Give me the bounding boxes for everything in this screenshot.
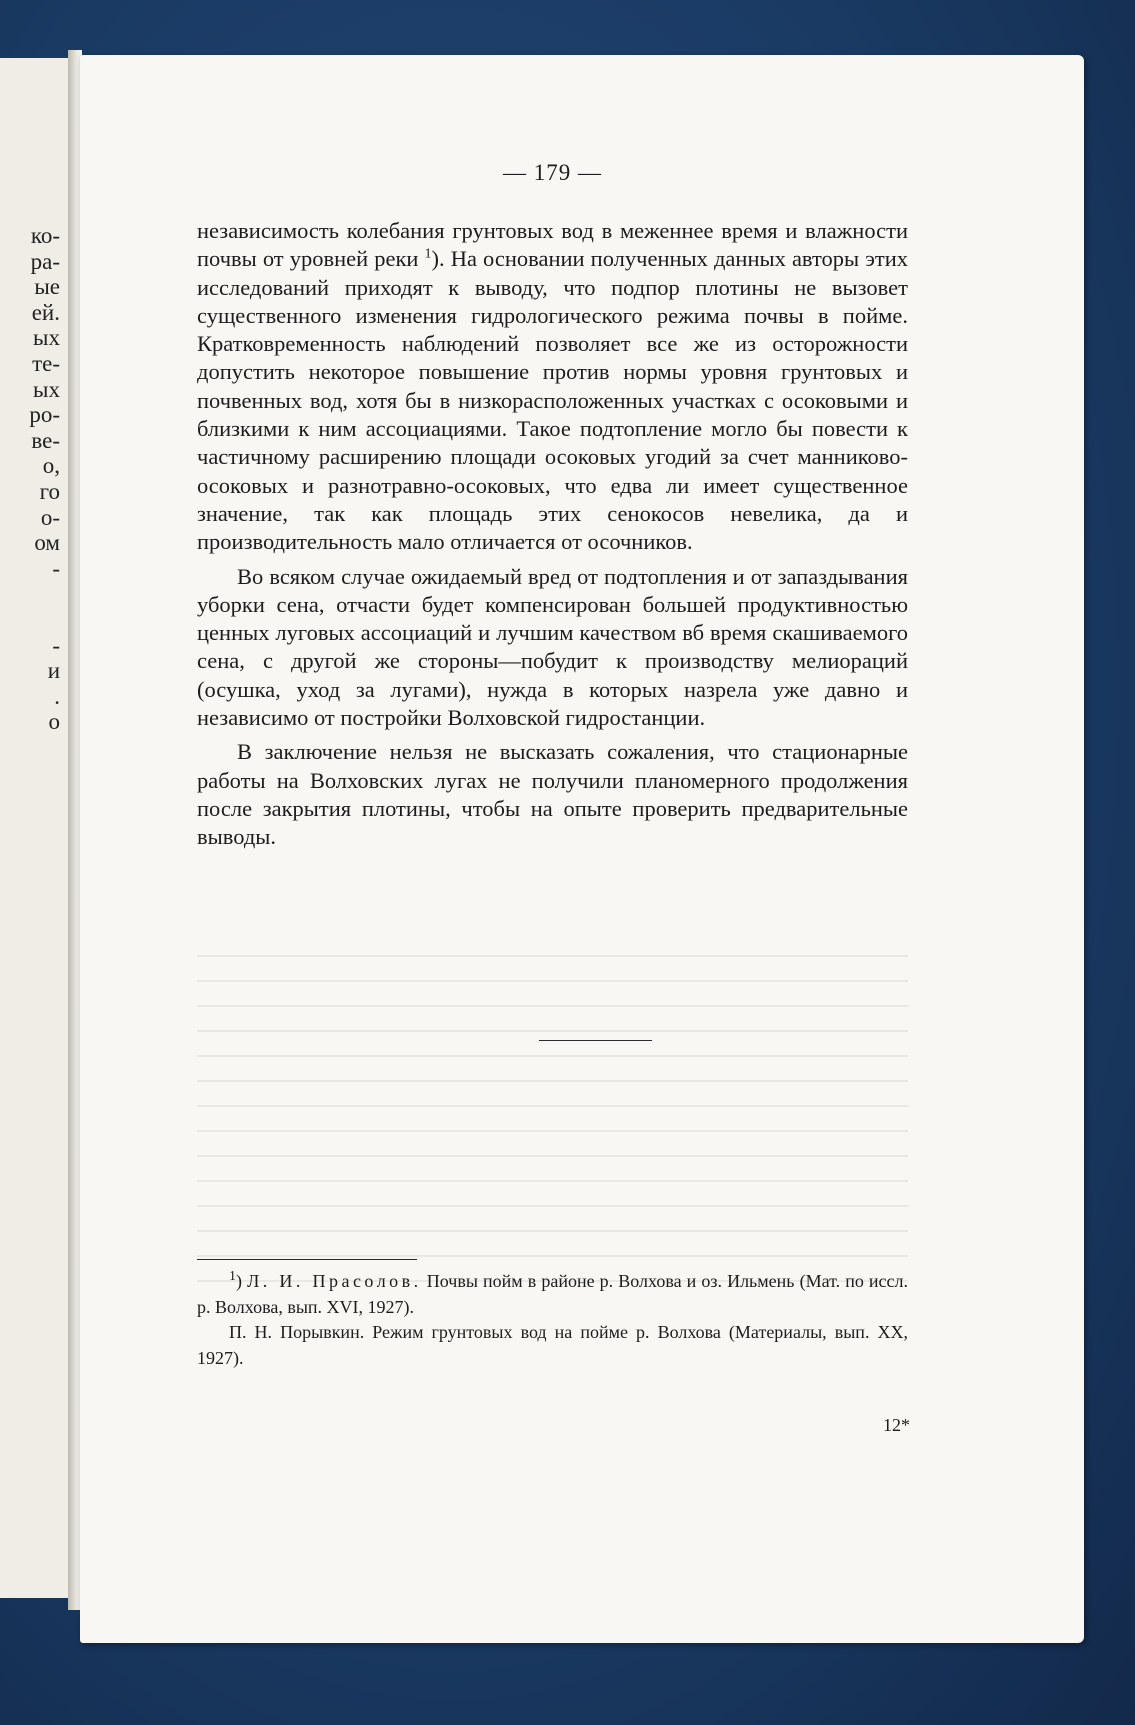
left-page-fragment: ом [34, 530, 60, 556]
footnote-1-author: Л. И. Прасолов. [247, 1271, 422, 1291]
signature-mark: 12* [883, 1415, 910, 1435]
left-page-fragment: ых [33, 376, 60, 402]
body-text [197, 217, 908, 852]
left-page-fragment: ро- [29, 402, 60, 428]
left-page-text-fragments [0, 223, 60, 735]
paragraph-1 [197, 217, 908, 557]
paragraph-1-text-after-note: ). На основании полученных данных авторы этих исследований приходят к выводу, что подпор плотины не вызовет существенного изменения гидрологического режима почвы в пойме. Кратковременность наблюдений позволяет все же из осторожности допустить некоторое повышение против нормы уровня грунтовых и почвенных вод, хотя бы в низкорасположенных участках с осоковыми и близкими к ним ассоциациями. Такое подтопление могло бы повести к частичному расширению площади осоковых угодий за счет манниково-осоковых и разнотравно-осоковых, что едва ли имеет существенное значение, так как площадь этих сенокосов невелика, да и производительность мало отличается от осочников. [197, 246, 909, 555]
left-page-fragment: ко- [30, 223, 60, 248]
left-page-fragment: - [52, 632, 60, 658]
left-page-fragment: ра- [30, 248, 60, 274]
left-page-fragment: ве- [31, 427, 60, 453]
footnote-2 [197, 1320, 908, 1371]
footnote-1: $^1$) Л. И. Прасолов. Почвы пойм в районе р. Волхова и оз. Ильмень (Мат. по иссл. р. Волхова, вып. XVI, 1927). [197, 1269, 908, 1317]
paragraph-2: Во всяком случае ожидаемый вред от подтопления и от запаздывания уборки сена, отчасти будет компенсирован большей продуктивностью ценных луговых ассоциаций и лучшим качеством вб время скашиваемого сена, с другой же стороны—побудит к производству мелиораций (осушка, уход за лугами), нужда в которых назрела уже давно и независимо от постройки Волховской гидростанции. [197, 563, 908, 731]
left-page-fragment [0, 581, 60, 607]
footnote-reference-1: 1 [424, 246, 432, 262]
page-number: — 179 — [503, 160, 602, 185]
left-page-fragment: ых [33, 325, 60, 351]
footnote-1-text: Почвы пойм в районе р. Волхова и оз. Ильмень (Мат. по иссл. р. Волхова, вып. XVI, 1927). [197, 1271, 908, 1317]
footnote-2-text: Режим грунтовых вод на пойме р. Волхова (Материалы, вып. XX, 1927). [197, 1322, 908, 1368]
footnote-2-author: П. Н. Порывкин. [229, 1322, 365, 1342]
left-page-fragment: . [54, 683, 60, 709]
left-page-fragment: ей. [31, 299, 60, 325]
left-page-fragment: ые [34, 274, 60, 300]
left-page-fragment: о, [42, 453, 60, 479]
footnotes [197, 1269, 908, 1371]
left-page-fragment: го [39, 478, 60, 504]
paragraph-1-text-before-note: независимость колебания грунтовых вод в меженнее время и влажности почвы от уровней реки [197, 218, 908, 272]
show-through-bleed [197, 955, 908, 1285]
left-page-fragment: те- [32, 350, 60, 376]
left-page-fragment: - [52, 555, 60, 581]
paragraph-3: В заключение нельзя не высказать сожаления, что стационарные работы на Волховских лугах не получили планомерного продолжения после закрытия плотины, чтобы на опыте проверить предварительные выводы. [197, 739, 908, 850]
book-page [80, 55, 1084, 1643]
left-page-fragment: и [47, 658, 60, 684]
left-page-fragment [0, 607, 60, 633]
left-page-edge [0, 58, 68, 1598]
left-page-fragment: о [48, 709, 60, 735]
footnote-1-mark: 1 [229, 1269, 236, 1284]
footnote-rule [197, 1259, 417, 1260]
left-page-fragment: о- [40, 504, 60, 530]
